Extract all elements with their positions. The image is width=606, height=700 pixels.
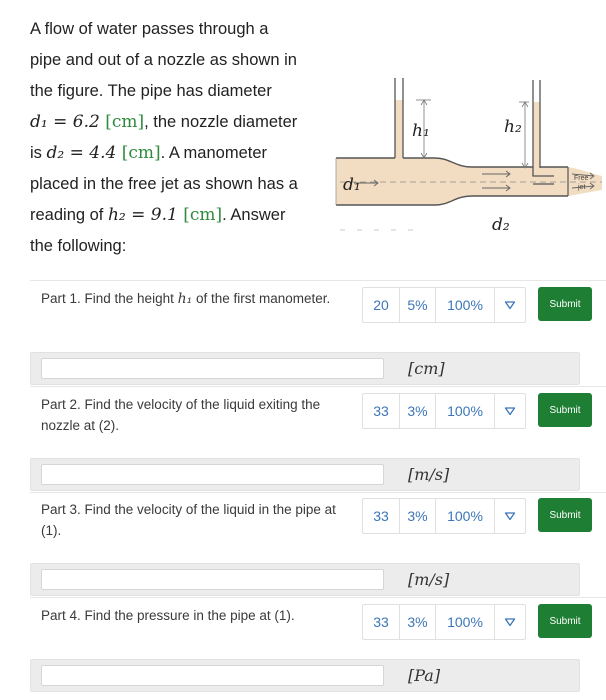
- part-3-submit-button[interactable]: Submit: [538, 498, 592, 532]
- part-1-submit-button[interactable]: Submit: [538, 287, 592, 321]
- part-divider: [30, 597, 606, 598]
- part-3-answer-input[interactable]: [41, 569, 384, 590]
- expand-dropdown[interactable]: [495, 288, 525, 322]
- part-2-question: Part 2. Find the velocity of the liquid exiting the nozzle at (2).: [41, 397, 321, 433]
- part-divider: [30, 492, 606, 493]
- expand-dropdown[interactable]: [495, 605, 525, 639]
- chevron-down-icon: [504, 511, 516, 521]
- score-percent: 100%: [436, 288, 495, 322]
- statement-line: [30, 138, 330, 169]
- free-jet-label: Free: [574, 175, 589, 182]
- part-1-unit: [cm]: [408, 359, 445, 378]
- statement-line: [30, 200, 330, 231]
- h2-symbol: h₂: [107, 205, 126, 225]
- part-3-answer-bar: [30, 563, 580, 596]
- statement-line: pipe and out of a nozzle as shown in: [30, 51, 297, 69]
- part-1-text-b: of the first manometer.: [192, 291, 331, 306]
- problem-statement: [30, 14, 330, 262]
- expand-dropdown[interactable]: [495, 394, 525, 428]
- h2-unit: [cm]: [183, 205, 223, 225]
- chevron-down-icon: [504, 300, 516, 310]
- d1-symbol: d₁: [30, 112, 48, 132]
- d2-symbol: d₂: [46, 143, 65, 163]
- part-3-question: Part 3. Find the velocity of the liquid in the pipe at (1).: [41, 502, 336, 538]
- part-2-answer-input[interactable]: [41, 464, 384, 485]
- d2-unit: [cm]: [121, 143, 161, 163]
- manometer-1-water: [395, 100, 403, 158]
- part-1-answer-bar: [30, 352, 580, 385]
- h1-label: h₁: [412, 121, 430, 141]
- part-4-answer-input[interactable]: [41, 665, 384, 686]
- part-divider: [30, 280, 606, 281]
- part-1-question: [41, 288, 341, 310]
- part-4-question: Part 4. Find the pressure in the pipe at (1).: [41, 608, 295, 623]
- manometer-2-water: [533, 102, 540, 168]
- score-percent: 100%: [436, 394, 495, 428]
- d1-tail: , the nozzle diameter: [144, 113, 298, 131]
- chevron-down-icon: [504, 406, 516, 416]
- penalty-percent: 5%: [400, 288, 436, 322]
- part-1-meta: [362, 287, 526, 323]
- d1-label: d₁: [343, 175, 361, 195]
- attempts-count: 33: [363, 499, 400, 533]
- part-1-text: Part 1. Find the height: [41, 291, 178, 306]
- part-4-submit-button[interactable]: Submit: [538, 604, 592, 638]
- d2-label: d₂: [492, 215, 510, 235]
- part-2-answer-bar: [30, 458, 580, 491]
- part-2-unit: [m/s]: [408, 465, 450, 484]
- part-divider: [30, 386, 606, 387]
- expand-dropdown[interactable]: [495, 499, 525, 533]
- statement-line: the following:: [30, 237, 127, 255]
- statement-line: the figure. The pipe has diameter: [30, 82, 272, 100]
- part-1-answer-input[interactable]: [41, 358, 384, 379]
- part-2-meta: [362, 393, 526, 429]
- h2-label: h₂: [504, 117, 522, 137]
- score-percent: 100%: [436, 605, 495, 639]
- pipe-nozzle-figure: [332, 72, 606, 240]
- d2-tail: . A manometer: [160, 144, 267, 162]
- attempts-count: 33: [363, 394, 400, 428]
- part-2-submit-button[interactable]: Submit: [538, 393, 592, 427]
- part-4-answer-bar: [30, 659, 580, 692]
- free-jet-label-2: jet: [578, 184, 586, 191]
- part-3-meta: [362, 498, 526, 534]
- score-percent: 100%: [436, 499, 495, 533]
- part-1-symbol: h₁: [177, 291, 193, 307]
- h2-equation: = 9.1: [125, 205, 184, 225]
- h2-tail: . Answer: [222, 206, 286, 224]
- chevron-down-icon: [504, 617, 516, 627]
- penalty-percent: 3%: [400, 499, 436, 533]
- penalty-percent: 3%: [400, 394, 436, 428]
- statement-line: placed in the free jet as shown has a: [30, 175, 298, 193]
- d1-unit: [cm]: [105, 112, 145, 132]
- statement-line: A flow of water passes through a: [30, 20, 269, 38]
- attempts-count: 33: [363, 605, 400, 639]
- part-3-unit: [m/s]: [408, 570, 450, 589]
- penalty-percent: 3%: [400, 605, 436, 639]
- reading-text: reading of: [30, 206, 108, 224]
- d2-equation: = 4.4: [64, 143, 122, 163]
- d1-equation: = 6.2: [47, 112, 106, 132]
- attempts-count: 20: [363, 288, 400, 322]
- part-4-unit: [Pa]: [408, 666, 441, 685]
- statement-line: [30, 107, 330, 138]
- is-text: is: [30, 144, 47, 162]
- part-4-meta: [362, 604, 526, 640]
